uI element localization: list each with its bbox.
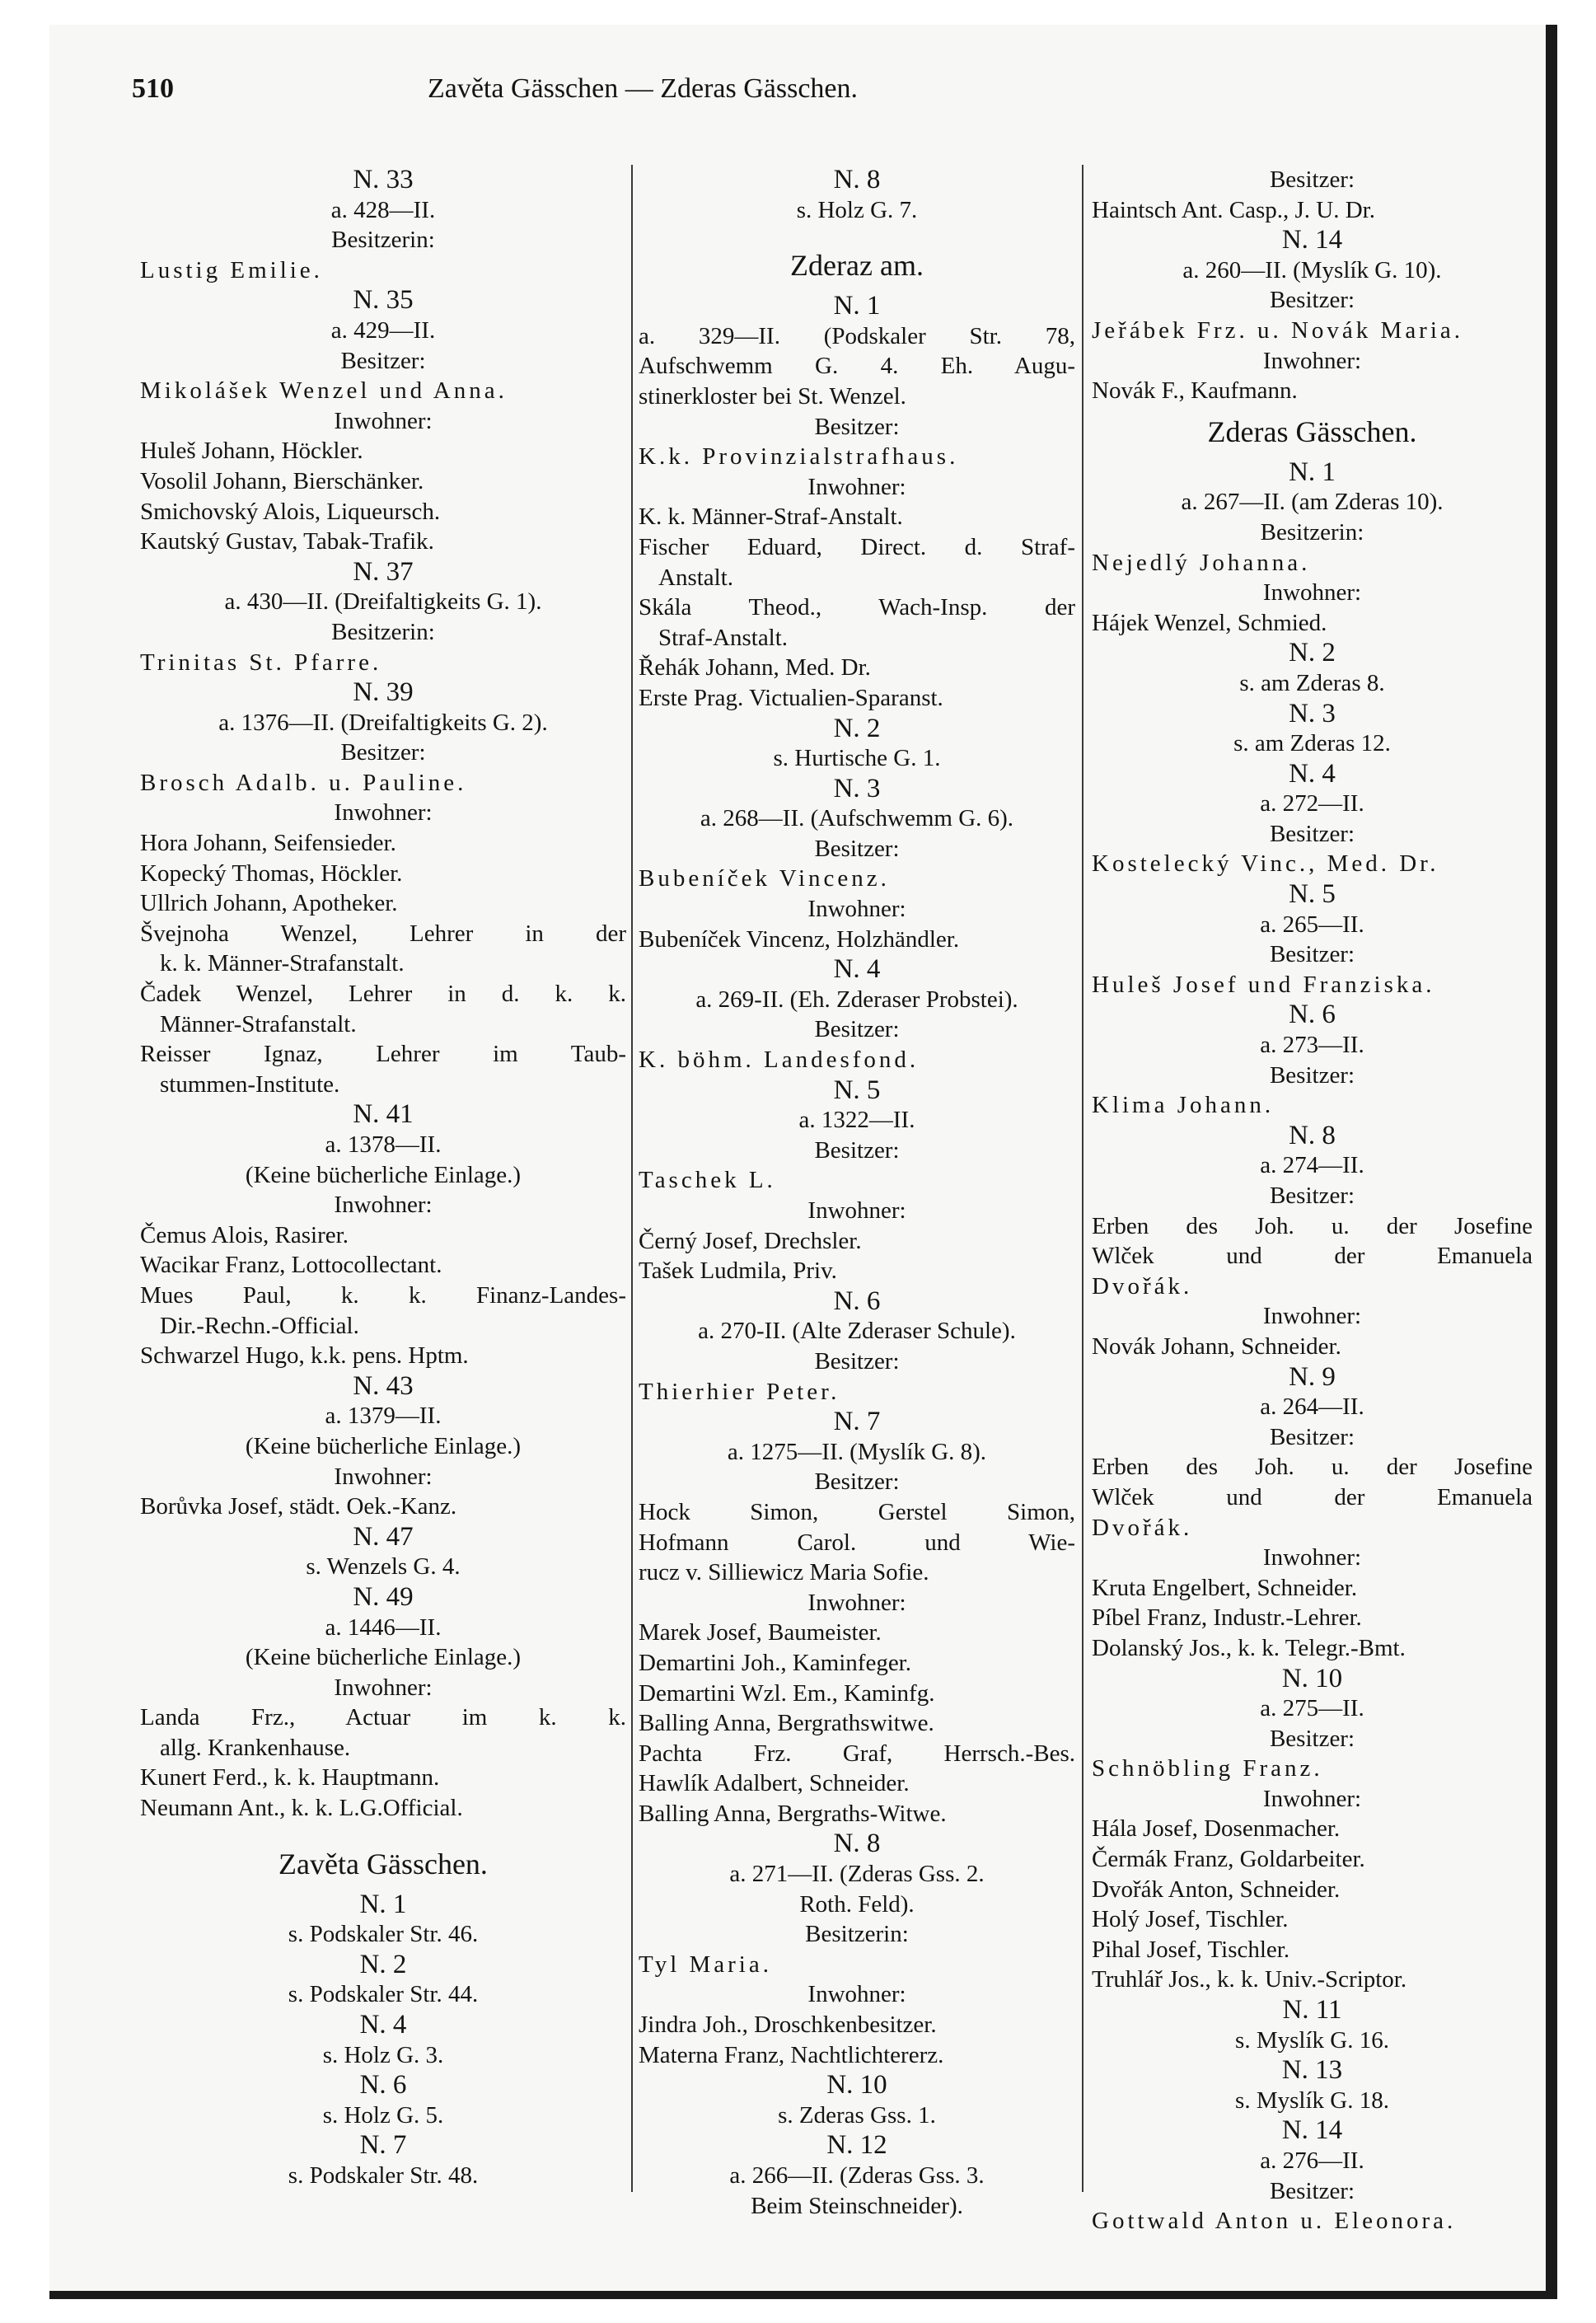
entry-caption: s. am Zderas 12. (1233, 730, 1391, 757)
entry-caption: Besitzer: (1269, 941, 1355, 968)
owner-name: Schnöbling Franz. (1092, 1755, 1323, 1782)
owner-name: Brosch Adalb. u. Pauline. (140, 769, 467, 796)
entry-caption: Besitzer: (814, 1468, 900, 1496)
owner-name: K. böhm. Landesfond. (639, 1047, 920, 1074)
entry-caption: a. 268—II. (Aufschwemm G. 6). (700, 805, 1014, 832)
entry-caption: a. 274—II. (1260, 1152, 1364, 1179)
entry-line: Hofmann Carol. und Wie- (639, 1529, 1075, 1556)
entry-caption: Inwohner: (807, 1197, 906, 1224)
entry-caption: Inwohner: (334, 1192, 433, 1219)
owner-name: Nejedlý Johanna. (1092, 549, 1311, 576)
entry-caption: s. am Zderas 8. (1239, 669, 1385, 696)
page-sheet (49, 25, 1557, 2299)
house-number-heading: N. 12 (826, 2130, 887, 2161)
entry-caption: s. Hurtische G. 1. (773, 745, 941, 772)
entry-continuation: Straf-Anstalt. (658, 624, 789, 651)
house-number-heading: N. 14 (1281, 2115, 1343, 2146)
spacer (140, 1824, 626, 1838)
house-number-heading: N. 11 (1282, 1995, 1342, 2026)
entry-caption: Besitzer: (1269, 1725, 1355, 1752)
house-number-heading: N. 37 (353, 556, 414, 587)
entry-line: Řehák Johann, Med. Dr. (639, 654, 871, 681)
entry-line: Haintsch Ant. Casp., J. U. Dr. (1092, 196, 1375, 223)
column-2 (639, 165, 1075, 2225)
house-number-heading: N. 5 (833, 1075, 881, 1105)
house-number-heading: N. 39 (353, 677, 414, 708)
entry-line: Borůvka Josef, städt. Oek.-Kanz. (140, 1493, 457, 1520)
entry-caption: (Keine bücherliche Einlage.) (245, 1644, 522, 1671)
house-number-heading: N. 7 (359, 2130, 407, 2161)
owner-name: Bubeníček Vincenz. (639, 865, 890, 892)
house-number-heading: N. 8 (1289, 1120, 1336, 1150)
entry-caption: Besitzer: (1269, 1183, 1355, 1209)
entry-line: Demartini Wzl. Em., Kaminfg. (639, 1679, 935, 1707)
house-number-heading: N. 4 (359, 2010, 407, 2040)
owner-name: Huleš Josef und Franziska. (1092, 971, 1435, 998)
street-title: Zderas Gässchen. (1207, 414, 1417, 448)
entry-continuation: k. k. Männer-Strafanstalt. (160, 950, 405, 977)
entry-line: Aufschwemm G. 4. Eh. Augu- (639, 353, 1075, 380)
entry-caption: s. Holz G. 7. (796, 196, 918, 223)
entry-caption: a. 273—II. (1260, 1032, 1364, 1059)
entry-line: a. 329—II. (Podskaler Str. 78, (639, 322, 1075, 349)
entry-caption: a. 260—II. (Myslík G. 10). (1182, 256, 1442, 283)
house-number-heading: N. 47 (353, 1521, 414, 1552)
entry-caption: Inwohner: (1262, 1544, 1362, 1571)
entry-caption: Besitzer: (814, 1016, 900, 1043)
entry-caption: Besitzer: (1269, 820, 1355, 847)
page-number: 510 (132, 73, 174, 104)
owner-name: Jeřábek Frz. u. Novák Maria. (1092, 316, 1464, 344)
entry-caption: a. 1376—II. (Dreifaltigkeits G. 2). (218, 709, 548, 736)
entry-caption: Besitzer: (340, 347, 426, 374)
house-number-heading: N. 1 (833, 291, 881, 321)
entry-line: Tašek Ludmila, Priv. (639, 1258, 837, 1285)
entry-caption: a. 1322—II. (798, 1107, 915, 1134)
owner-name: Mikolášek Wenzel und Anna. (140, 377, 508, 405)
entry-line: Čemus Alois, Rasirer. (140, 1221, 349, 1248)
entry-caption: a. 430—II. (Dreifaltigkeits G. 1). (224, 588, 542, 616)
entry-line: Ullrich Johann, Apotheker. (140, 890, 398, 917)
entry-caption: Besitzer: (814, 413, 900, 440)
running-head: Zavěta Gässchen — Zderas Gässchen. (427, 73, 859, 104)
entry-continuation: Männer-Strafanstalt. (160, 1010, 357, 1037)
entry-caption: Besitzer: (1269, 2177, 1355, 2204)
spacer (639, 225, 1075, 240)
entry-line: Balling Anna, Bergrathswitwe. (639, 1710, 934, 1737)
house-number-heading: N. 13 (1281, 2055, 1343, 2086)
entry-caption: Inwohner: (807, 1589, 906, 1616)
entry-line: Kruta Engelbert, Schneider. (1092, 1574, 1358, 1601)
entry-caption: Inwohner: (334, 407, 433, 434)
entry-caption: Besitzer: (340, 739, 426, 766)
house-number-heading: N. 8 (833, 165, 881, 194)
entry-line: Erben des Joh. u. der Josefine (1092, 1454, 1533, 1481)
entry-caption: a. 276—II. (1260, 2147, 1364, 2174)
entry-line: Kunert Ferd., k. k. Hauptmann. (140, 1764, 440, 1791)
entry-caption: a. 1379—II. (325, 1403, 442, 1430)
entry-line: Holý Josef, Tischler. (1092, 1906, 1289, 1933)
entry-line: Čermák Franz, Goldarbeiter. (1092, 1846, 1365, 1873)
entry-line: Schwarzel Hugo, k.k. pens. Hptm. (140, 1342, 469, 1370)
entry-caption: Besitzer: (814, 1136, 900, 1164)
entry-line: Wlček und der Emanuela (1092, 1483, 1533, 1510)
entry-caption: (Keine bücherliche Einlage.) (245, 1432, 522, 1459)
entry-caption: s. Podskaler Str. 44. (288, 1981, 479, 2008)
entry-line: Wacikar Franz, Lottocollectant. (140, 1252, 442, 1279)
house-number-heading: N. 8 (833, 1829, 881, 1859)
entry-caption: s. Podskaler Str. 46. (288, 1921, 479, 1948)
entry-line: Pihal Josef, Tischler. (1092, 1936, 1290, 1963)
owner-name: K.k. Provinzialstrafhaus. (639, 443, 959, 471)
house-number-heading: N. 3 (1289, 698, 1336, 728)
entry-caption: Besitzerin: (331, 618, 435, 645)
entry-caption: s. Holz G. 5. (322, 2101, 444, 2129)
entry-continuation: Anstalt. (658, 564, 734, 591)
owner-name: Trinitas St. Pfarre. (140, 649, 382, 676)
entry-caption: Inwohner: (1262, 579, 1362, 607)
owner-name: Dvořák. (1092, 1514, 1193, 1541)
entry-line: stinerkloster bei St. Wenzel. (639, 382, 906, 410)
entry-caption: a. 275—II. (1260, 1695, 1364, 1722)
owner-name: Lustig Emilie. (140, 256, 323, 283)
entry-line: Fischer Eduard, Direct. d. Straf- (639, 533, 1075, 560)
owner-name: Tyl Maria. (639, 1951, 772, 1978)
entry-caption: a. 428—II. (330, 196, 436, 223)
entry-line: Erben des Joh. u. der Josefine (1092, 1212, 1533, 1239)
house-number-heading: N. 3 (833, 773, 881, 803)
entry-line: Čadek Wenzel, Lehrer in d. k. k. (140, 981, 626, 1008)
entry-line: Wlček und der Emanuela (1092, 1243, 1533, 1270)
entry-line: Erste Prag. Victualien-Sparanst. (639, 684, 943, 711)
owner-name: Dvořák. (1092, 1272, 1193, 1300)
entry-caption: Beim Steinschneider). (751, 2192, 963, 2219)
house-number-heading: N. 6 (833, 1286, 881, 1316)
house-number-heading: N. 9 (1289, 1361, 1336, 1392)
house-number-heading: N. 7 (833, 1407, 881, 1437)
column-3 (1092, 165, 1533, 2235)
entry-line: Vosolil Johann, Bierschänker. (140, 467, 424, 494)
entry-caption: s. Myslík G. 16. (1235, 2026, 1389, 2054)
entry-caption: Inwohner: (807, 896, 906, 923)
entry-line: Materna Franz, Nachtlichtererz. (639, 2041, 944, 2068)
entry-caption: s. Wenzels G. 4. (306, 1553, 461, 1581)
entry-caption: Besitzer: (1269, 166, 1355, 193)
entry-line: Píbel Franz, Industr.-Lehrer. (1092, 1604, 1362, 1632)
entry-caption: Inwohner: (1262, 1303, 1362, 1330)
house-number-heading: N. 33 (353, 165, 414, 194)
entry-continuation: allg. Krankenhause. (160, 1734, 351, 1761)
house-number-heading: N. 14 (1281, 225, 1343, 255)
entry-line: Hock Simon, Gerstel Simon, (639, 1498, 1075, 1525)
house-number-heading: N. 4 (833, 954, 881, 985)
entry-caption: a. 429—II. (330, 316, 436, 344)
entry-continuation: Dir.-Rechn.-Official. (160, 1312, 359, 1339)
entry-caption: a. 267—II. (am Zderas 10). (1181, 489, 1444, 516)
entry-line: Demartini Joh., Kaminfeger. (639, 1649, 911, 1676)
entry-line: Smichovský Alois, Liqueursch. (140, 498, 441, 525)
entry-line: Bubeníček Vincenz, Holzhändler. (639, 925, 960, 953)
owner-name: Gottwald Anton u. Eleonora. (1092, 2208, 1457, 2235)
entry-line: Truhlář Jos., k. k. Univ.-Scriptor. (1092, 1966, 1407, 1993)
entry-continuation: stummen-Institute. (160, 1070, 340, 1098)
house-number-heading: N. 4 (1289, 758, 1336, 789)
entry-caption: Inwohner: (1262, 347, 1362, 374)
entry-line: Neumann Ant., k. k. L.G.Official. (140, 1795, 463, 1822)
entry-line: Černý Josef, Drechsler. (639, 1227, 862, 1254)
entry-line: Balling Anna, Bergraths-Witwe. (639, 1800, 947, 1827)
owner-name: Taschek L. (639, 1167, 776, 1194)
entry-caption: s. Podskaler Str. 48. (288, 2162, 479, 2189)
entry-caption: a. 264—II. (1260, 1393, 1364, 1421)
owner-name: Klima Johann. (1092, 1092, 1275, 1119)
entry-line: Hájek Wenzel, Schmied. (1092, 609, 1327, 636)
entry-caption: a. 270-II. (Alte Zderaser Schule). (698, 1318, 1016, 1345)
house-number-heading: N. 10 (1281, 1663, 1343, 1693)
entry-caption: Besitzerin: (1260, 518, 1364, 546)
entry-line: Skála Theod., Wach-Insp. der (639, 594, 1075, 621)
entry-caption: s. Zderas Gss. 1. (778, 2101, 936, 2129)
entry-line: Reisser Ignaz, Lehrer im Taub- (140, 1041, 626, 1068)
entry-line: Dvořák Anton, Schneider. (1092, 1876, 1341, 1903)
entry-caption: (Keine bücherliche Einlage.) (245, 1161, 522, 1188)
house-number-heading: N. 49 (353, 1581, 414, 1612)
entry-caption: Inwohner: (334, 1463, 433, 1490)
entry-caption: Roth. Feld). (799, 1890, 915, 1918)
entry-caption: s. Myslík G. 18. (1235, 2086, 1389, 2114)
owner-name: Kostelecký Vinc., Med. Dr. (1092, 850, 1439, 878)
house-number-heading: N. 35 (353, 285, 414, 316)
entry-caption: s. Holz G. 3. (322, 2041, 444, 2068)
street-title: Zavěta Gässchen. (278, 1847, 488, 1880)
entry-caption: Besitzerin: (331, 227, 435, 254)
owner-name: Thierhier Peter. (639, 1378, 840, 1405)
entry-caption: a. 1275—II. (Myslík G. 8). (727, 1438, 987, 1465)
entry-line: K. k. Männer-Straf-Anstalt. (639, 503, 903, 531)
entry-line: rucz v. Silliewicz Maria Sofie. (639, 1559, 929, 1586)
entry-caption: a. 272—II. (1260, 790, 1364, 817)
entry-line: Jindra Joh., Droschkenbesitzer. (639, 2012, 937, 2039)
entry-caption: Inwohner: (334, 799, 433, 827)
entry-caption: a. 269-II. (Eh. Zderaser Probstei). (695, 986, 1018, 1013)
page-header (132, 64, 1154, 114)
entry-line: Hora Johann, Seifensieder. (140, 830, 396, 857)
entry-line: Dolanský Jos., k. k. Telegr.-Bmt. (1092, 1634, 1406, 1661)
column-1 (140, 165, 626, 2225)
entry-caption: a. 265—II. (1260, 911, 1364, 938)
entry-line: Kautský Gustav, Tabak-Trafik. (140, 528, 434, 555)
entry-caption: a. 266—II. (Zderas Gss. 3. (729, 2162, 985, 2189)
entry-caption: Besitzer: (814, 835, 900, 862)
house-number-heading: N. 6 (1289, 1000, 1336, 1030)
house-number-heading: N. 10 (826, 2070, 887, 2101)
entry-line: Landa Frz., Actuar im k. k. (140, 1704, 626, 1731)
entry-line: Pachta Frz. Graf, Herrsch.-Bes. (639, 1740, 1075, 1767)
entry-caption: Besitzer: (814, 1347, 900, 1375)
entry-caption: a. 271—II. (Zderas Gss. 2. (729, 1861, 985, 1888)
house-number-heading: N. 6 (359, 2070, 407, 2101)
house-number-heading: N. 41 (353, 1099, 414, 1130)
house-number-heading: N. 2 (833, 713, 881, 743)
entry-line: Hawlík Adalbert, Schneider. (639, 1770, 910, 1797)
entry-caption: Besitzer: (1269, 1423, 1355, 1450)
house-number-heading: N. 5 (1289, 879, 1336, 910)
column-divider (1082, 165, 1084, 2192)
entry-caption: Besitzer: (1269, 287, 1355, 314)
house-number-heading: N. 43 (353, 1370, 414, 1401)
entry-caption: Inwohner: (334, 1674, 433, 1701)
entry-caption: Inwohner: (1262, 1785, 1362, 1812)
entry-line: Mues Paul, k. k. Finanz-Landes- (140, 1281, 626, 1309)
house-number-heading: N. 1 (359, 1889, 407, 1919)
entry-caption: Besitzer: (1269, 1061, 1355, 1089)
entry-line: Huleš Johann, Höckler. (140, 438, 363, 465)
street-title: Zderaz am. (790, 249, 924, 283)
entry-line: Novák F., Kaufmann. (1092, 377, 1298, 405)
entry-caption: a. 1446—II. (325, 1613, 442, 1641)
entry-caption: a. 1378—II. (325, 1131, 442, 1158)
entry-caption: Inwohner: (807, 473, 906, 500)
house-number-heading: N. 2 (1289, 638, 1336, 668)
entry-caption: Inwohner: (807, 1981, 906, 2008)
house-number-heading: N. 1 (1289, 457, 1336, 487)
entry-caption: Besitzerin: (805, 1921, 909, 1948)
house-number-heading: N. 2 (359, 1949, 407, 1979)
entry-line: Novák Johann, Schneider. (1092, 1332, 1341, 1360)
column-divider (631, 165, 633, 2192)
entry-line: Švejnoha Wenzel, Lehrer in der (140, 920, 626, 947)
entry-line: Marek Josef, Baumeister. (639, 1619, 882, 1646)
entry-line: Kopecký Thomas, Höckler. (140, 859, 403, 887)
entry-line: Hála Josef, Dosenmacher. (1092, 1815, 1341, 1843)
